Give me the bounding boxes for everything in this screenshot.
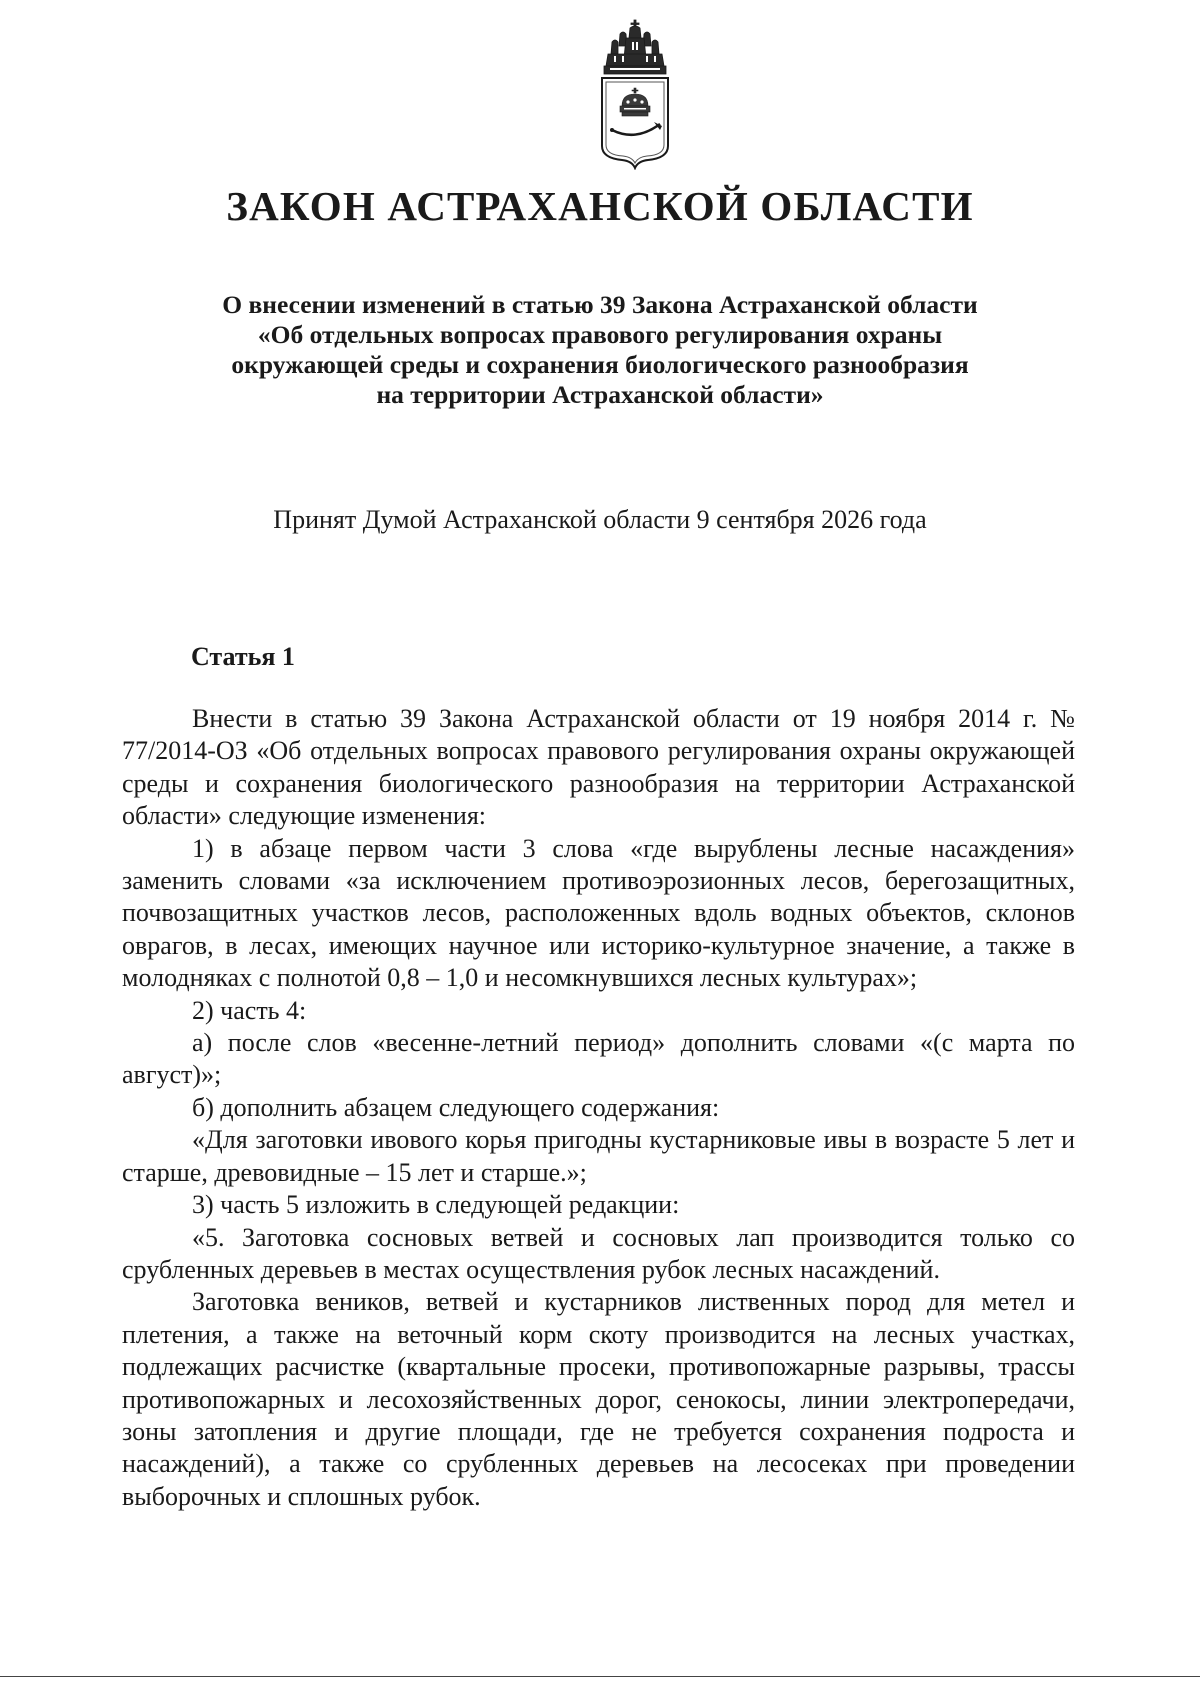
subtitle-line: на территории Астраханской области» <box>376 380 824 409</box>
article-paragraph: 1) в абзаце первом части 3 слова «где вырублены лесные насаждения» заменить словами «за исключением противоэрозионных лесов, берегозащитных, почвозащитных участков лесов, расположенных вдоль водных объектов, склонов оврагов, в лесах, имеющих научное или историко-культурное значение, а также в молодняках с полнотой 0,8 – 1,0 и несомкнувшихся лесных культурах»; <box>122 833 1075 993</box>
subtitle-line: окружающей среды и сохранения биологического разнообразия <box>231 350 969 379</box>
law-subtitle <box>0 290 1200 410</box>
page-bottom-divider <box>0 1676 1200 1677</box>
article-paragraph: б) дополнить абзацем следующего содержания: <box>192 1092 720 1122</box>
article-paragraph: «Для заготовки ивового корья пригодны кустарниковые ивы в возрасте 5 лет и старше, древовидные – 15 лет и старше.»; <box>122 1125 1075 1187</box>
adoption-note: Принят Думой Астраханской области 9 сентября 2026 года <box>273 505 927 534</box>
article-body <box>122 703 1075 1513</box>
law-title: ЗАКОН АСТРАХАНСКОЙ ОБЛАСТИ <box>226 183 974 229</box>
article-paragraph: 2) часть 4: <box>192 995 307 1025</box>
subtitle-line: О внесении изменений в статью 39 Закона Астраханской области <box>222 290 978 319</box>
article-paragraph: 3) часть 5 изложить в следующей редакции: <box>192 1190 680 1220</box>
article-paragraph: Заготовка веников, ветвей и кустарников лиственных пород для метел и плетения, а также на веточный корм скоту производится на лесных участках, подлежащих расчистке (квартальные просеки, противопожарные разрывы, трассы противопожарных и лесохозяйственных дорог, сенокосы, линии электропередачи, зоны затопления и другие площади, где не требуется сохранения подроста и насаждений), а также со срубленных деревьев на лесосеках при проведении выборочных и сплошных рубок. <box>122 1287 1075 1511</box>
article-heading: Статья 1 <box>191 642 295 671</box>
article-paragraph: Внести в статью 39 Закона Астраханской области от 19 ноября 2014 г. № 77/2014-ОЗ «Об отдельных вопросах правового регулирования охраны окружающей среды и сохранения биологического разнообразия на территории Астраханской области» следующие изменения: <box>122 704 1075 831</box>
subtitle-line: «Об отдельных вопросах правового регулирования охраны <box>257 320 943 349</box>
astrakhan-coat-of-arms-icon <box>590 18 680 170</box>
article-paragraph: а) после слов «весенне-летний период» дополнить словами «(с марта по август)»; <box>122 1028 1075 1090</box>
article-paragraph: «5. Заготовка сосновых ветвей и сосновых лап производится только со срубленных деревьев в местах осуществления рубок лесных насаждений. <box>122 1222 1075 1284</box>
